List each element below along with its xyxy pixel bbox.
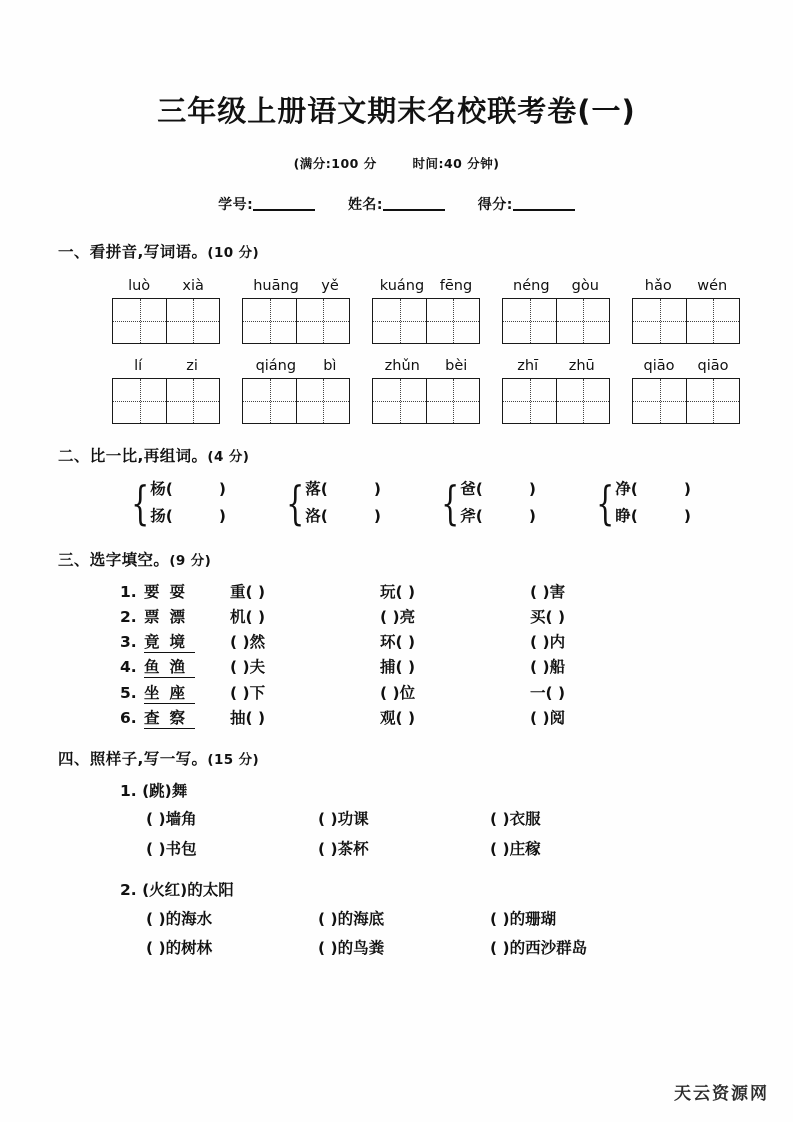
pinyin-word-group — [502, 358, 610, 424]
answer-blank[interactable]: ( )夫 — [230, 658, 266, 677]
student-name-field[interactable] — [348, 194, 445, 214]
tianzige-cell[interactable] — [296, 299, 349, 343]
pinyin-word-group — [242, 278, 350, 344]
pinyin-word-group — [502, 278, 610, 344]
item-number: 1. — [120, 781, 137, 800]
pinyin-syllable: zhū — [568, 357, 595, 374]
tianzige-box[interactable] — [372, 298, 480, 344]
tianzige-cell[interactable] — [426, 379, 479, 423]
compare-word-bottom[interactable] — [460, 503, 536, 530]
pinyin-syllable: luò — [128, 277, 151, 294]
table-row — [146, 934, 793, 963]
answer-blank[interactable]: ( )的珊瑚 — [490, 910, 557, 929]
pinyin-word-group — [242, 358, 350, 424]
section-4-score: (15 分) — [207, 751, 260, 768]
brace-bracket-icon: { — [131, 475, 150, 530]
tianzige-box[interactable] — [372, 378, 480, 424]
compare-word-top[interactable] — [460, 476, 536, 503]
tianzige-cell[interactable] — [243, 379, 296, 423]
student-score-blank[interactable] — [513, 196, 575, 211]
compare-word-row — [120, 476, 793, 530]
tianzige-cell[interactable] — [373, 379, 426, 423]
table-row — [120, 605, 793, 630]
pinyin-text — [372, 358, 480, 374]
choice-chars — [144, 681, 230, 706]
section-1-heading — [58, 240, 793, 262]
pinyin-text — [112, 278, 220, 294]
student-name-blank[interactable] — [383, 196, 445, 211]
choice-char: 鱼 — [144, 658, 170, 677]
choice-char: 漂 — [169, 608, 196, 627]
pinyin-syllable: zi — [186, 357, 198, 374]
pinyin-word-group — [112, 278, 220, 344]
answer-blank[interactable]: ( )墙角 — [146, 810, 197, 829]
answer-paren-close: ) — [528, 479, 536, 498]
tianzige-cell[interactable] — [686, 299, 739, 343]
tianzige-cell[interactable] — [166, 379, 219, 423]
pinyin-word-group — [112, 358, 220, 424]
tianzige-cell[interactable] — [633, 379, 686, 423]
answer-blank[interactable]: ( )船 — [530, 658, 566, 677]
compare-word-bottom[interactable] — [305, 503, 381, 530]
choice-char: 查 — [144, 708, 170, 727]
pinyin-row-2 — [112, 358, 793, 424]
row-number: 2. — [120, 608, 137, 627]
section-1-title: 一、看拼音,写词语。 — [58, 242, 208, 261]
pinyin-text — [502, 358, 610, 374]
answer-blank[interactable]: ( )位 — [380, 683, 416, 702]
student-info-line — [0, 194, 793, 214]
answer-blank[interactable]: ( )然 — [230, 633, 266, 652]
pinyin-text — [242, 278, 350, 294]
pinyin-syllable: bì — [323, 357, 337, 374]
table-row — [120, 706, 793, 731]
answer-blank[interactable]: ( )庄稼 — [490, 839, 541, 858]
choice-char: 票 — [144, 608, 170, 627]
section-3-heading — [58, 548, 793, 570]
tianzige-cell[interactable] — [556, 299, 609, 343]
row-number: 6. — [120, 708, 137, 727]
pinyin-text — [112, 358, 220, 374]
row-number: 4. — [120, 658, 137, 677]
exam-meta — [0, 154, 793, 172]
table-row — [120, 630, 793, 655]
watermark: 天云资源网 — [674, 1084, 769, 1104]
choice-char: 要 — [144, 583, 170, 602]
table-row — [120, 580, 793, 605]
pinyin-syllable: kuáng — [379, 277, 425, 294]
example-item — [120, 876, 793, 905]
pinyin-syllable: néng — [513, 277, 550, 294]
answer-paren-close: ) — [373, 479, 381, 498]
section-3-title: 三、选字填空。 — [58, 551, 170, 570]
pinyin-row-1 — [112, 278, 793, 344]
answer-blank[interactable]: ( )阅 — [530, 708, 566, 727]
compare-word-top[interactable] — [615, 476, 691, 503]
tianzige-cell[interactable] — [426, 299, 479, 343]
pinyin-syllable: gòu — [571, 277, 599, 294]
compare-char: 扬( — [150, 507, 173, 526]
total-score-text: (满分:100 分 — [293, 155, 377, 171]
student-name-label: 姓名: — [347, 196, 384, 213]
tianzige-box[interactable] — [242, 378, 350, 424]
student-score-label: 得分: — [477, 196, 513, 213]
answer-paren-close: ) — [683, 479, 691, 498]
choice-chars — [144, 605, 230, 630]
answer-blank[interactable]: ( )害 — [530, 583, 566, 602]
brace-bracket-icon: { — [441, 475, 460, 530]
student-id-label: 学号: — [218, 196, 254, 213]
answer-blank[interactable]: ( )内 — [530, 633, 566, 652]
choice-char: 座 — [169, 683, 196, 702]
compare-word-group — [430, 476, 585, 530]
answer-paren-close: ) — [373, 507, 381, 526]
student-id-field[interactable] — [218, 194, 315, 214]
pinyin-word-group — [632, 358, 740, 424]
choice-chars — [144, 706, 230, 731]
answer-blank[interactable]: 抽( ) — [230, 708, 266, 727]
tianzige-box[interactable] — [112, 298, 220, 344]
answer-blank[interactable]: 观( ) — [380, 708, 416, 727]
section-3-score: (9 分) — [169, 553, 212, 570]
compare-word-bottom[interactable] — [615, 503, 691, 530]
answer-blank[interactable]: ( )功课 — [318, 810, 369, 829]
choice-char: 竟 — [144, 633, 170, 652]
pinyin-syllable: zhī — [517, 357, 539, 374]
compare-char: 洛( — [305, 507, 328, 526]
choice-char: 渔 — [169, 658, 196, 677]
example-phrase: (火红)的太阳 — [142, 881, 234, 900]
example-phrase: (跳)舞 — [142, 781, 188, 800]
compare-word-group — [585, 476, 740, 530]
table-row — [120, 681, 793, 706]
compare-char: 杨( — [150, 479, 173, 498]
tianzige-cell[interactable] — [686, 379, 739, 423]
section-1-score: (10 分) — [207, 244, 260, 261]
answer-paren-close: ) — [528, 507, 536, 526]
choice-char: 耍 — [169, 583, 196, 602]
row-number: 1. — [120, 583, 137, 602]
answer-blank[interactable]: ( )的西沙群岛 — [490, 939, 588, 958]
table-row — [146, 835, 793, 864]
pinyin-syllable: qiāo — [643, 357, 675, 374]
student-id-blank[interactable] — [253, 196, 315, 211]
answer-blank[interactable]: 买( ) — [530, 608, 566, 627]
answer-blank[interactable]: 环( ) — [380, 633, 416, 652]
answer-paren-close: ) — [218, 479, 226, 498]
tianzige-cell[interactable] — [503, 299, 556, 343]
answer-blank[interactable]: 玩( ) — [380, 583, 416, 602]
brace-bracket-icon: { — [286, 475, 305, 530]
pinyin-word-group — [372, 358, 480, 424]
pinyin-syllable: qiāo — [697, 357, 729, 374]
tianzige-cell[interactable] — [556, 379, 609, 423]
item-number: 2. — [120, 881, 137, 900]
tianzige-box[interactable] — [502, 378, 610, 424]
tianzige-box[interactable] — [242, 298, 350, 344]
pinyin-syllable: zhǔn — [384, 357, 420, 374]
pinyin-syllable: huāng — [253, 277, 299, 294]
tianzige-cell[interactable] — [166, 299, 219, 343]
answer-blank[interactable]: ( )亮 — [380, 608, 416, 627]
choice-char: 坐 — [144, 683, 170, 702]
compare-word-group — [120, 476, 275, 530]
tianzige-cell[interactable] — [113, 379, 166, 423]
answer-blank[interactable]: 重( ) — [230, 583, 266, 602]
tianzige-cell[interactable] — [633, 299, 686, 343]
answer-blank[interactable]: ( )的树林 — [146, 939, 213, 958]
choice-chars — [144, 580, 230, 605]
tianzige-cell[interactable] — [503, 379, 556, 423]
tianzige-cell[interactable] — [113, 299, 166, 343]
compare-word-top[interactable] — [150, 476, 226, 503]
tianzige-cell[interactable] — [296, 379, 349, 423]
answer-blank[interactable]: ( )下 — [230, 683, 266, 702]
pinyin-text — [502, 278, 610, 294]
pinyin-syllable: bèi — [445, 357, 468, 374]
tianzige-box[interactable] — [632, 298, 740, 344]
pinyin-syllable: qiáng — [255, 357, 297, 374]
section-4-title: 四、照样子,写一写。 — [58, 749, 208, 768]
tianzige-cell[interactable] — [243, 299, 296, 343]
answer-paren-close: ) — [218, 507, 226, 526]
pinyin-text — [632, 278, 740, 294]
table-row — [146, 805, 793, 834]
pinyin-syllable: yě — [321, 277, 339, 294]
tianzige-box[interactable] — [112, 378, 220, 424]
section-4-heading — [58, 747, 793, 769]
compare-word-bottom[interactable] — [150, 503, 226, 530]
choice-chars — [144, 655, 230, 680]
pinyin-syllable: xià — [182, 277, 204, 294]
answer-blank[interactable]: 一( ) — [530, 683, 566, 702]
pinyin-word-group — [632, 278, 740, 344]
row-number: 3. — [120, 633, 137, 652]
section-2-score: (4 分) — [207, 448, 250, 465]
compare-char: 睁( — [615, 507, 638, 526]
table-row — [120, 655, 793, 680]
pinyin-word-group — [372, 278, 480, 344]
pinyin-syllable: fēng — [439, 277, 473, 294]
page-title: 三年级上册语文期末名校联考卷(一) — [157, 94, 636, 128]
pinyin-syllable: lí — [134, 357, 143, 374]
pinyin-text — [632, 358, 740, 374]
compare-word-group — [275, 476, 430, 530]
pinyin-text — [242, 358, 350, 374]
answer-blank[interactable]: ( )的海水 — [146, 910, 213, 929]
answer-blank[interactable]: ( )衣服 — [490, 810, 541, 829]
answer-blank[interactable]: ( )的鸟粪 — [318, 939, 385, 958]
answer-blank[interactable]: 捕( ) — [380, 658, 416, 677]
choice-char: 境 — [169, 633, 196, 652]
brace-bracket-icon: { — [596, 475, 615, 530]
row-number: 5. — [120, 683, 137, 702]
answer-blank[interactable]: ( )茶杯 — [318, 839, 369, 858]
student-score-field[interactable] — [478, 194, 575, 214]
example-item — [120, 777, 793, 806]
answer-paren-close: ) — [683, 507, 691, 526]
choice-char: 察 — [169, 708, 196, 727]
compare-word-top[interactable] — [305, 476, 381, 503]
pinyin-syllable: hǎo — [644, 277, 672, 294]
tianzige-cell[interactable] — [373, 299, 426, 343]
answer-blank[interactable]: ( )的海底 — [318, 910, 385, 929]
pinyin-text — [372, 278, 480, 294]
table-row — [146, 905, 793, 934]
compare-char: 爸( — [460, 479, 483, 498]
choice-chars — [144, 630, 230, 655]
section-2-heading — [58, 444, 793, 466]
compare-char: 落( — [305, 479, 328, 498]
answer-blank[interactable]: ( )书包 — [146, 839, 197, 858]
compare-char: 净( — [615, 479, 638, 498]
tianzige-box[interactable] — [632, 378, 740, 424]
answer-blank[interactable]: 机( ) — [230, 608, 266, 627]
compare-char: 斧( — [460, 507, 483, 526]
pinyin-syllable: wén — [697, 277, 728, 294]
section-2-title: 二、比一比,再组词。 — [58, 446, 208, 465]
exam-duration-text: 时间:40 分钟) — [412, 155, 500, 171]
tianzige-box[interactable] — [502, 298, 610, 344]
